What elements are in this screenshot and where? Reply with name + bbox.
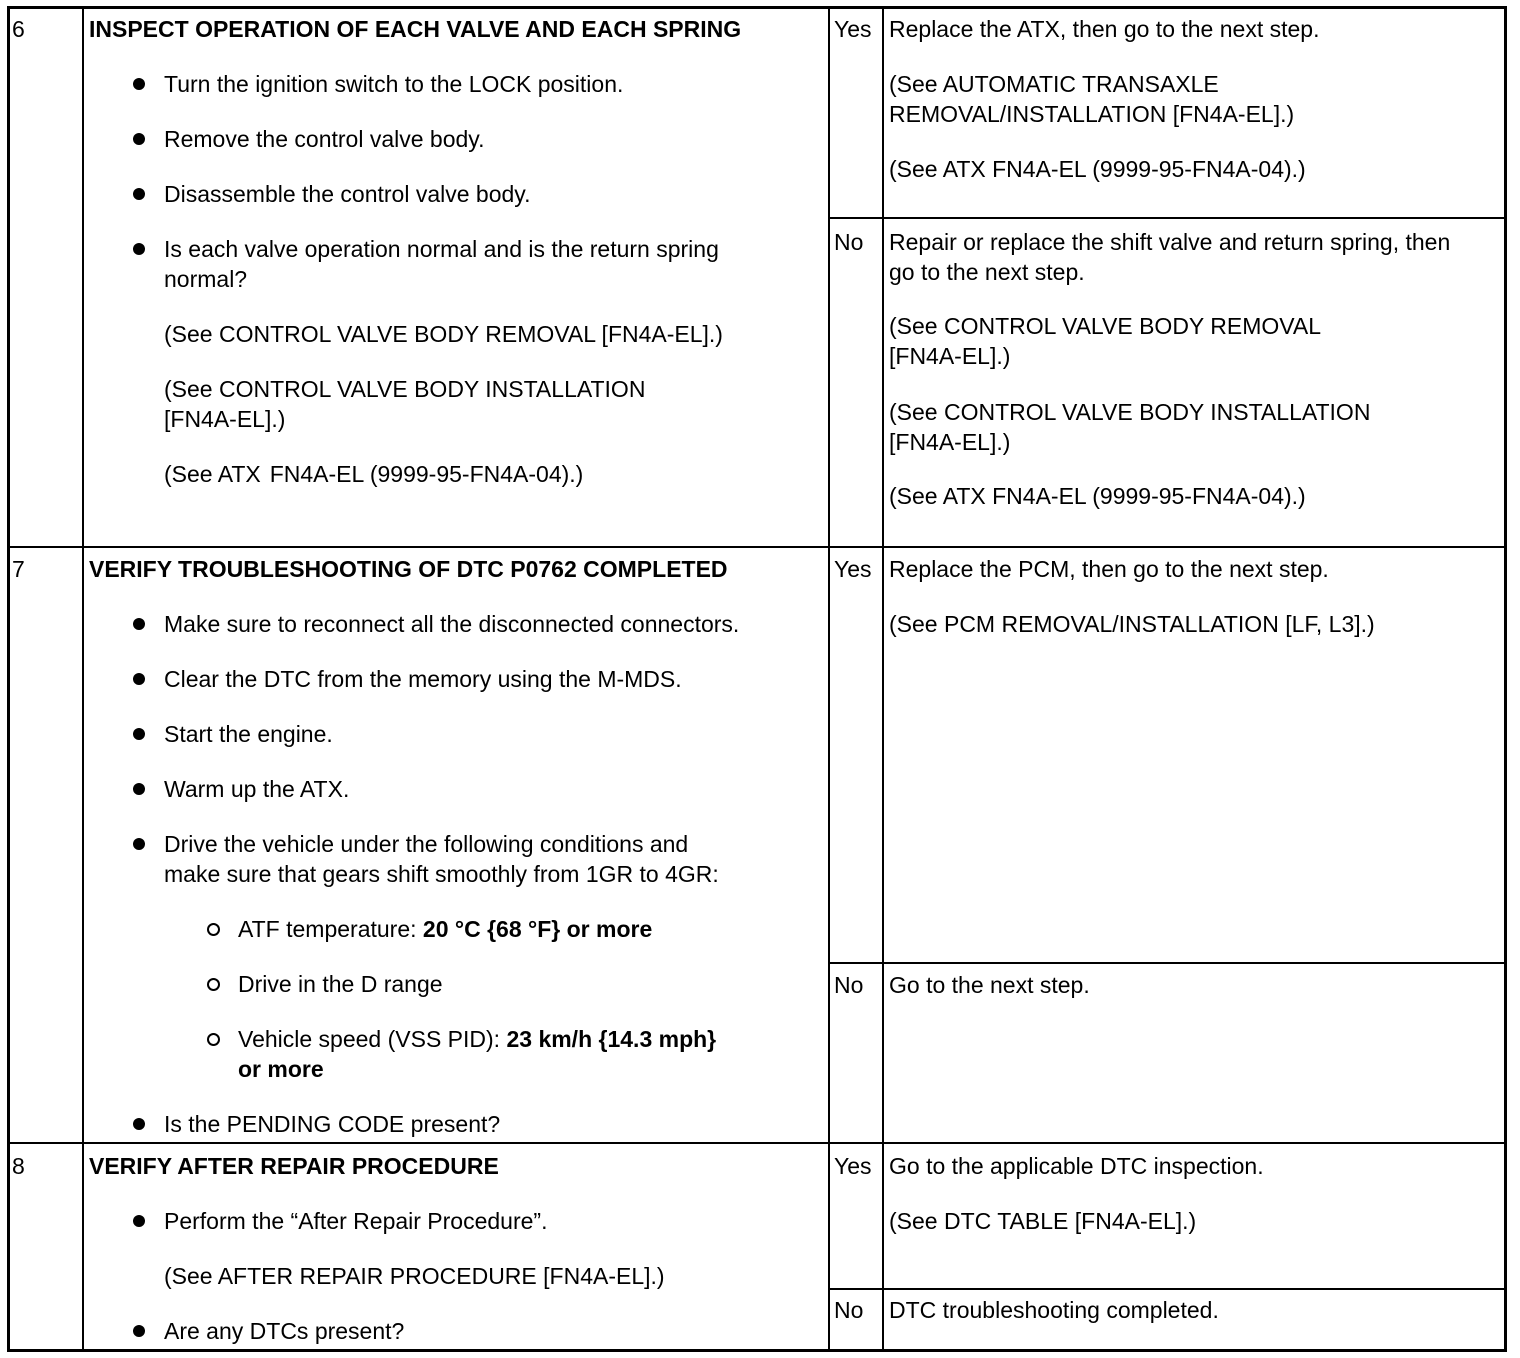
step-item: Are any DTCs present? xyxy=(164,1318,405,1344)
no-label: No xyxy=(834,229,864,255)
no-result: (See CONTROL VALVE BODY INSTALLATION xyxy=(889,399,1371,425)
bullet-icon xyxy=(133,838,145,850)
step-item: Remove the control valve body. xyxy=(164,126,485,152)
step-item: Perform the “After Repair Procedure”. xyxy=(164,1208,548,1234)
step-title: VERIFY TROUBLESHOOTING OF DTC P0762 COMPLETED xyxy=(89,556,728,582)
step-item: Make sure to reconnect all the disconnected connectors. xyxy=(164,611,740,637)
yes-result: (See DTC TABLE [FN4A-EL].) xyxy=(889,1208,1197,1234)
no-result: go to the next step. xyxy=(889,259,1085,285)
row-divider xyxy=(8,546,1506,548)
reference-text: (See AFTER REPAIR PROCEDURE [FN4A-EL].) xyxy=(164,1263,665,1289)
sub-bullet-icon xyxy=(207,923,220,936)
bullet-icon xyxy=(133,1325,145,1337)
bullet-icon xyxy=(133,618,145,630)
step-item: Turn the ignition switch to the LOCK position. xyxy=(164,71,624,97)
no-result: Go to the next step. xyxy=(889,972,1090,998)
row-divider xyxy=(8,1142,1506,1144)
step-title: VERIFY AFTER REPAIR PROCEDURE xyxy=(89,1153,499,1179)
bullet-icon xyxy=(133,188,145,200)
row-divider xyxy=(829,217,1506,219)
yes-result: Go to the applicable DTC inspection. xyxy=(889,1153,1264,1179)
yes-label: Yes xyxy=(834,556,872,582)
no-label: No xyxy=(834,972,864,998)
bullet-icon xyxy=(133,1215,145,1227)
bullet-icon xyxy=(133,1118,145,1130)
yes-result: (See AUTOMATIC TRANSAXLE xyxy=(889,71,1219,97)
step-item: Clear the DTC from the memory using the M-MDS. xyxy=(164,666,682,692)
step-item: normal? xyxy=(164,266,248,292)
yes-result: REMOVAL/INSTALLATION [FN4A-EL].) xyxy=(889,101,1295,127)
step-item: Is the PENDING CODE present? xyxy=(164,1111,501,1137)
column-divider xyxy=(82,8,84,1351)
no-result: [FN4A-EL].) xyxy=(889,343,1011,369)
no-result: DTC troubleshooting completed. xyxy=(889,1297,1219,1323)
condition-item: ATF temperature: 20 °C {68 °F} or more xyxy=(238,916,653,942)
column-divider xyxy=(882,8,884,1351)
no-result: (See CONTROL VALVE BODY REMOVAL xyxy=(889,313,1322,339)
step-number: 6 xyxy=(12,16,25,42)
bullet-icon xyxy=(133,243,145,255)
yes-result: Replace the PCM, then go to the next step. xyxy=(889,556,1329,582)
step-item: Is each valve operation normal and is the return spring xyxy=(164,236,719,262)
step-item: Drive the vehicle under the following conditions and xyxy=(164,831,689,857)
condition-item: or more xyxy=(238,1056,324,1082)
column-divider xyxy=(828,8,830,1351)
yes-label: Yes xyxy=(834,1153,872,1179)
row-divider xyxy=(829,1288,1506,1290)
step-number: 8 xyxy=(12,1153,25,1179)
step-item: Warm up the ATX. xyxy=(164,776,350,802)
reference-text: (See CONTROL VALVE BODY REMOVAL [FN4A-EL].) xyxy=(164,321,723,347)
step-title: INSPECT OPERATION OF EACH VALVE AND EACH SPRING xyxy=(89,16,742,42)
condition-item: Drive in the D range xyxy=(238,971,443,997)
step-item: Start the engine. xyxy=(164,721,333,747)
yes-result: Replace the ATX, then go to the next step. xyxy=(889,16,1320,42)
reference-text: (See CONTROL VALVE BODY INSTALLATION xyxy=(164,376,646,402)
step-item: make sure that gears shift smoothly from 1GR to 4GR: xyxy=(164,861,719,887)
bullet-icon xyxy=(133,673,145,685)
reference-text: (See ATX FN4A-EL (9999-95-FN4A-04).) xyxy=(164,461,584,487)
bullet-icon xyxy=(133,133,145,145)
yes-result: (See ATX FN4A-EL (9999-95-FN4A-04).) xyxy=(889,156,1306,182)
sub-bullet-icon xyxy=(207,1033,220,1046)
yes-label: Yes xyxy=(834,16,872,42)
step-number: 7 xyxy=(12,556,25,582)
yes-result: (See PCM REMOVAL/INSTALLATION [LF, L3].) xyxy=(889,611,1375,637)
bullet-icon xyxy=(133,728,145,740)
row-divider xyxy=(829,962,1506,964)
condition-item: Vehicle speed (VSS PID): 23 km/h {14.3 mph} xyxy=(238,1026,717,1052)
no-result: Repair or replace the shift valve and return spring, then xyxy=(889,229,1451,255)
step-item: Disassemble the control valve body. xyxy=(164,181,531,207)
no-result: (See ATX FN4A-EL (9999-95-FN4A-04).) xyxy=(889,483,1306,509)
sub-bullet-icon xyxy=(207,978,220,991)
bullet-icon xyxy=(133,78,145,90)
no-label: No xyxy=(834,1297,864,1323)
reference-text: [FN4A-EL].) xyxy=(164,406,286,432)
no-result: [FN4A-EL].) xyxy=(889,429,1011,455)
bullet-icon xyxy=(133,783,145,795)
